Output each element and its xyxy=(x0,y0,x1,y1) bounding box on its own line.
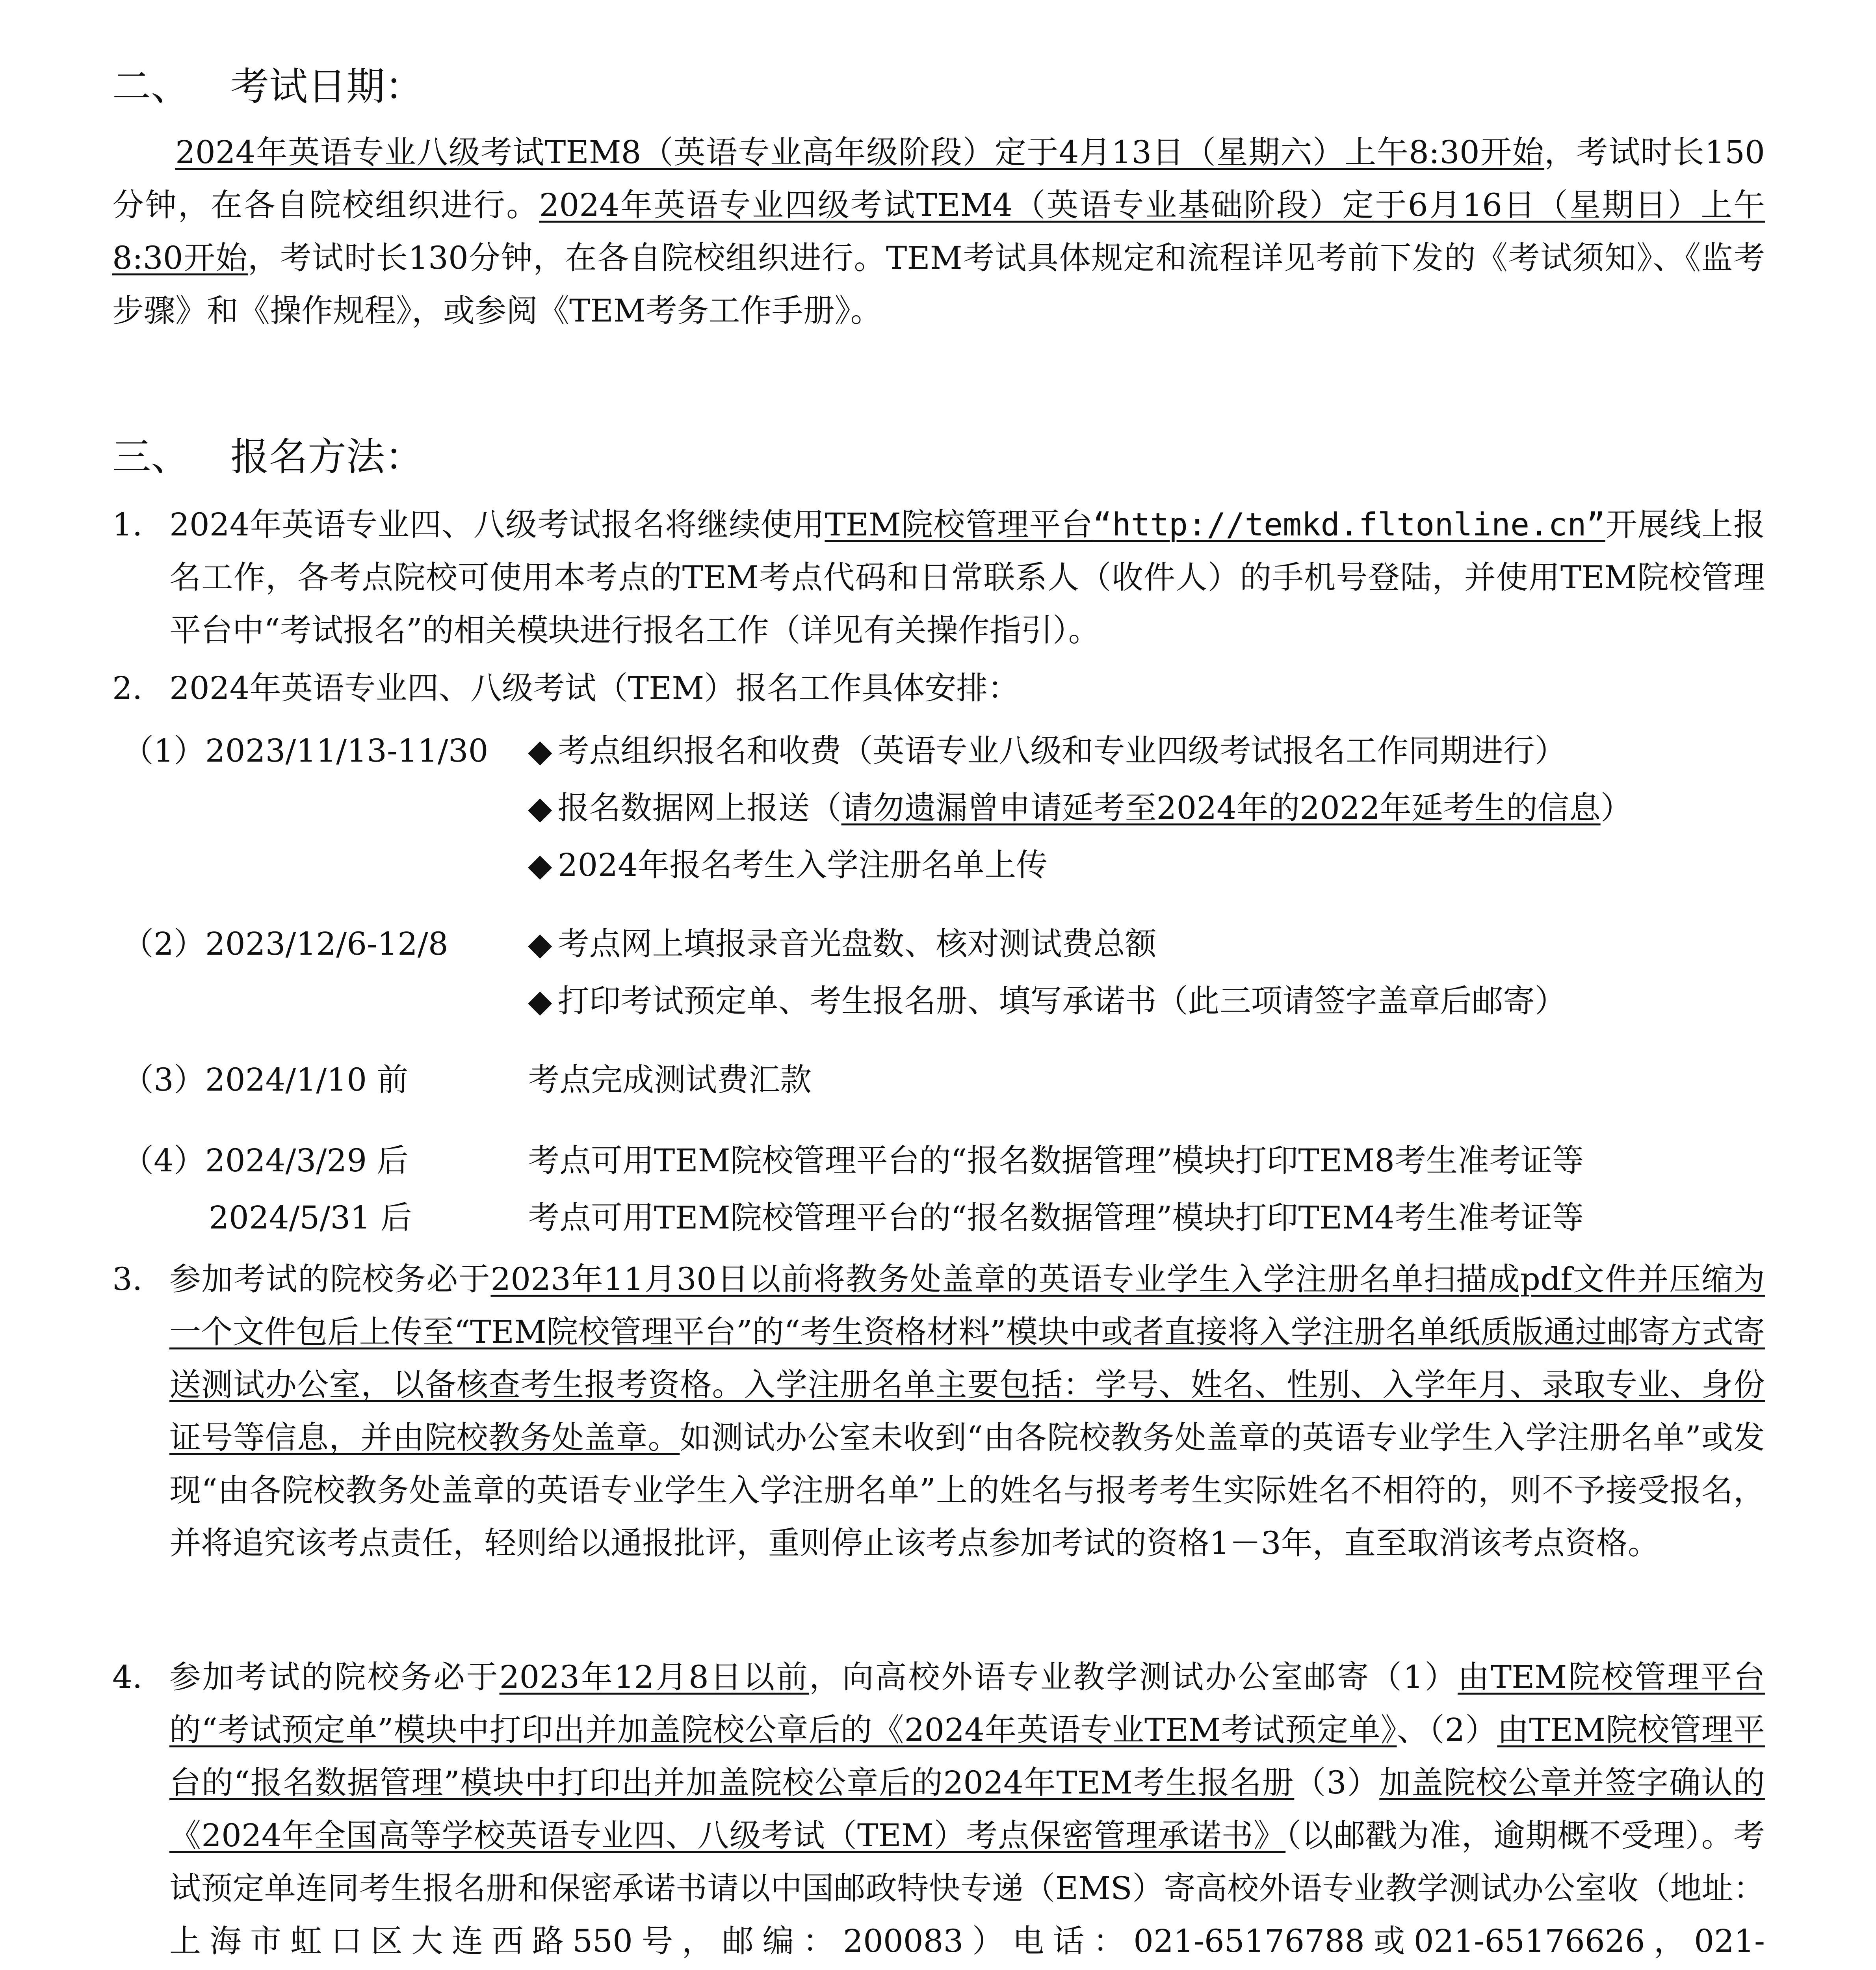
section-2-number: 二、 xyxy=(112,64,190,109)
schedule-date: （4）2024/3/29 后 xyxy=(122,1142,409,1179)
tem4-date: 2024年英语专业四级考试TEM4（英语专业基础阶段）定于6月16日（星期日）上午8:30开始 xyxy=(112,187,1765,276)
schedule-date: （1）2023/11/13-11/30 xyxy=(122,732,489,769)
section-2-paragraph: 2024年英语专业八级考试TEM8（英语专业高年级阶段）定于4月13日（星期六）上午8:30开始，考试时长150分钟，在各自院校组织进行。2024年英语专业四级考试TEM4（英语专业基础阶段）定于6月16日（星期日）上午8:30开始，考试时长130分钟，在各自院校组织进行。TEM考试具体规定和流程详见考前下发的《考试须知》、《监考步骤》和《操作规程》，或参阅《TEM考务工作手册》。 xyxy=(112,134,1765,329)
list-item-1: 1. 2024年英语专业四、八级考试报名将继续使用TEM院校管理平台“http://temkd.fltonline.cn”开展线上报名工作，各考点院校可使用本考点的TEM考点代码和日常联系人（收件人）的手机号登陆，并使用TEM院校管理平台中“考试报名”的相关模块进行报名工作（详见有关操作指引）。 xyxy=(112,506,1765,649)
schedule-date: （3）2024/1/10 前 xyxy=(122,1061,409,1098)
platform-link[interactable]: TEM院校管理平台“http://temkd.fltonline.cn” xyxy=(825,506,1605,543)
list-item-3: 3. 参加考试的院校务必于2023年11月30日以前将教务处盖章的英语专业学生入学注册名单扫描成pdf文件并压缩为一个文件包后上传至“TEM院校管理平台”的“考生资格材料”模块中或者直接将入学注册名单纸质版通过邮寄方式寄送测试办公室，以备核查考生报考资格。入学注册名单主要包括：学号、姓名、性别、入学年月、录取专业、身份证号等信息，并由院校教务处盖章。如测试办公室未收到“由各院校教务处盖章的英语专业学生入学注册名单”或发现“由各院校教务处盖章的英语专业学生入学注册名单”上的姓名与报考考生实际姓名不相符的，则不予接受报名，并将追究该考点责任，轻则给以通报批评，重则停止该考点参加考试的资格1－3年，直至取消该考点资格。 xyxy=(112,1261,1765,1561)
section-2-title: 考试日期： xyxy=(230,64,424,109)
list-item-2: 2. 2024年英语专业四、八级考试（TEM）报名工作具体安排： xyxy=(112,670,1020,706)
section-2-heading xyxy=(112,63,423,110)
diamond-bullet-icon: ◆ xyxy=(528,790,552,826)
diamond-bullet-icon: ◆ xyxy=(528,847,552,883)
section-3-title: 报名方法： xyxy=(230,435,424,479)
diamond-bullet-icon: ◆ xyxy=(528,926,552,962)
diamond-bullet-icon: ◆ xyxy=(528,732,552,769)
section-3-heading xyxy=(112,433,423,481)
document-page: 二、 考试日期： 2024年英语专业八级考试TEM8（英语专业高年级阶段）定于4月13日（星期六）上午8:30开始，考试时长150分钟，在各自院校组织进行。2024年英语专业四级考试TEM4（英语专业基础阶段）定于6月16日（星期日）上午8:30开始，考试时长130分钟，在各自院校组织进行。TEM考试具体规定和流程详见考前下发的《考试须知》、《监考步骤》和《操作规程》，或参阅《TEM考务工作手册》。 三、 报名方法： 1. 2024年英语专业四、八级考试报名将继续使用TEM院校管理平台“http://temkd.fltonline.cn”开展线上报名工作，各考点院校可使用本考点的TEM考点代码和日常联系人（收件人）的手机号登陆，并使用TEM院校管理平台中“考试报名”的相关模块进行报名工作（详见有关操作指引）。 2. 2024年英语专业四、八级考试（TEM）报名工作具体安排： （1）2023/11/13-11/30 ◆ 考点组织报名和收费（英语专业八级和专业四级考试报名工作同期进行） ◆ 报名数据网上报送（请勿遗漏曾申请延考至2024年的2022年延考生的信息） ◆ 2024年报名考生入学注册名单上传 （2）2023/12/6-12/8 ◆ 考点网上填报录音光盘数、核对测试费总额 ◆ 打印考试预定单、考生报名册、填写承诺书（此三项请签字盖章后邮寄） （3）2024/1/10 前 考点完成测试费汇款 （4）2024/3/29 后 考点可用TEM院校管理平台的“报名数据管理”模块打印TEM8考生准考证等 2024/5/31 后 考点可用TEM院校管理平台的“报名数据管理”模块打印TEM4考生准考证等 3. 参加考试的院校务必于2023年11月30日以前将教务处盖章的英语专业学生入学注册名单扫描成pdf文件并压缩为一个文件包后上传至“TEM院校管理平台”的“考生资格材料”模块中或者直接将入学注册名单纸质版通过邮寄方式寄送测试办公室，以备核查考生报考资格。入学注册名单主要包括：学号、姓名、性别、入学年月、录取专业、身份证号等信息，并由院校教务处盖章。如测试办公室未收到“由各院校教务处盖章的英语专业学生入学注册名单”或发现“由各院校教务处盖章的英语专业学生入学注册名单”上的姓名与报考考生实际姓名不相符的，则不予接受报名，并将追究该考点责任，轻则给以通报批评，重则停止该考点参加考试的资格1－3年，直至取消该考点资格。 4. 参加考试的院校务必于2023年12月8日以前，向高校外语专业教学测试办公室邮寄（1）由TEM院校管理平台的“考试预定单”模块中打印出并加盖院校公章后的《2024年英语专业TEM考试预定单》、（2）由TEM院校管理平台的“报名数据管理”模块中打印出并加盖院校公章后的2024年TEM考生报名册（3）加盖院校公章并签字确认的《2024年全国高等学校英语专业四、八级考试（TEM）考点保密管理承诺书》（以邮戳为准，逾期概不受理）。考试预定单连同考生报名册和保密承诺书请以中国邮政特快专递（EMS）寄高校外语专业教学测试办公室收（地址：上海市虹口区大连西路550号，邮编：200083）电话：021-65176788或021-65176626，021- xyxy=(0,0,1876,1970)
tem8-date: 2024年英语专业八级考试TEM8（英语专业高年级阶段）定于4月13日（星期六）上午8:30开始 xyxy=(175,134,1545,171)
schedule-date: （2）2023/12/6-12/8 xyxy=(122,926,448,962)
schedule-date: 2024/5/31 后 xyxy=(209,1199,412,1236)
diamond-bullet-icon: ◆ xyxy=(528,983,552,1019)
list-item-4: 4. 参加考试的院校务必于2023年12月8日以前，向高校外语专业教学测试办公室邮寄（1）由TEM院校管理平台的“考试预定单”模块中打印出并加盖院校公章后的《2024年英语专业TEM考试预定单》、（2）由TEM院校管理平台的“报名数据管理”模块中打印出并加盖院校公章后的2024年TEM考生报名册（3）加盖院校公章并签字确认的《2024年全国高等学校英语专业四、八级考试（TEM）考点保密管理承诺书》（以邮戳为准，逾期概不受理）。考试预定单连同考生报名册和保密承诺书请以中国邮政特快专递（EMS）寄高校外语专业教学测试办公室收（地址：上海市虹口区大连西路550号，邮编：200083）电话：021-65176788或021-65176626，021- xyxy=(112,1659,1765,1959)
section-3-number: 三、 xyxy=(112,435,190,479)
